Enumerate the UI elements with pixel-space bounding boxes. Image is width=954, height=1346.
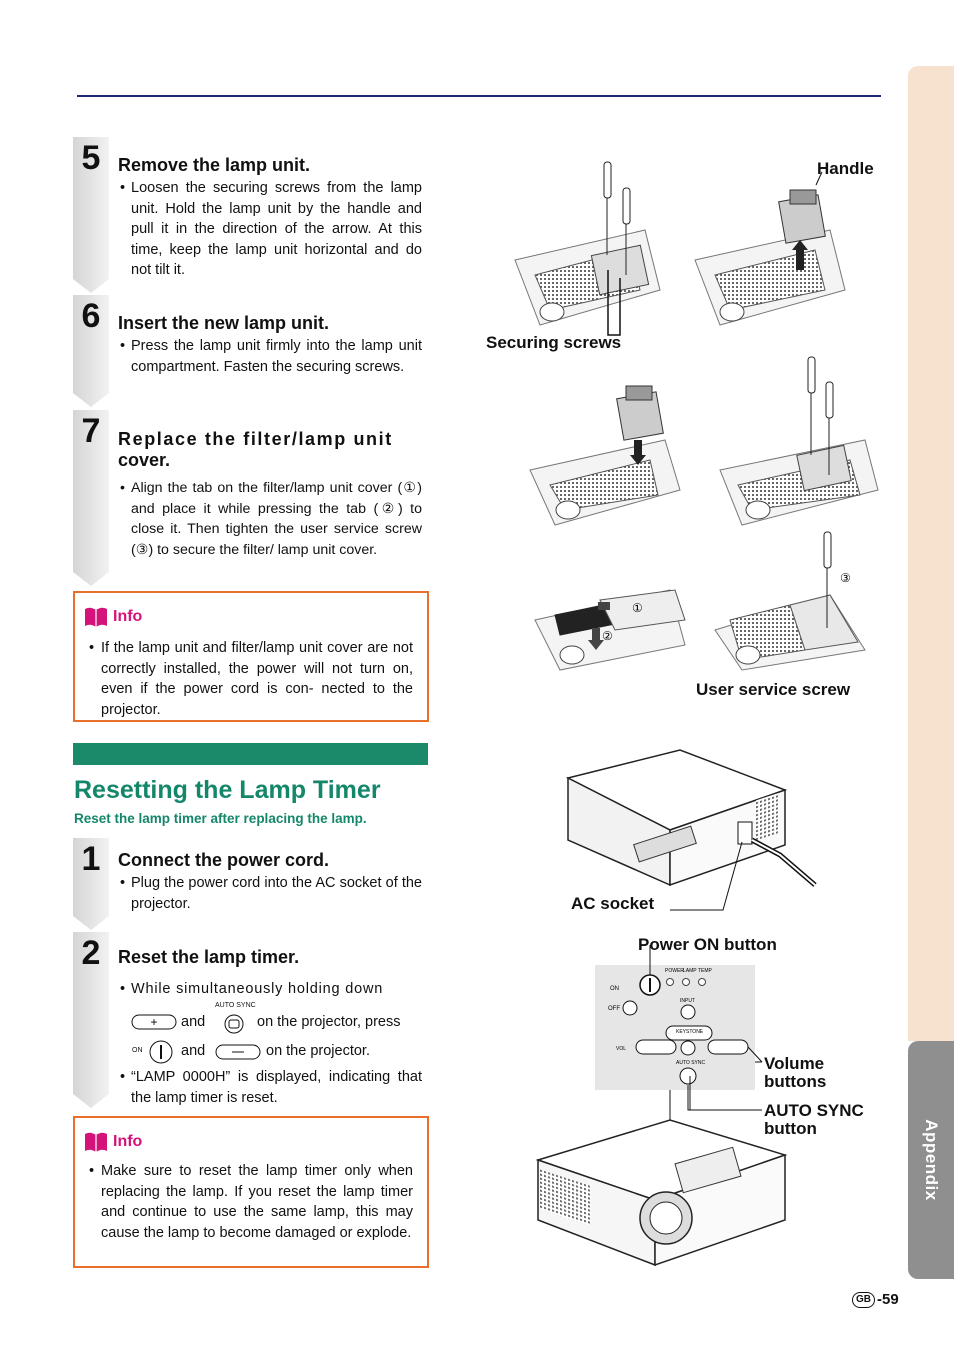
info-label: Info	[113, 1133, 143, 1150]
info-text: • Make sure to reset the lamp timer only when replacing the lamp. If you reset the lamp timer and continue to use the same lamp, this may cause the lamp to become damaged or explode.	[89, 1163, 413, 1241]
ac-socket-label: AC socket	[571, 894, 655, 913]
power-on-button-label: Power ON button	[638, 935, 777, 954]
book-icon	[83, 606, 109, 628]
info-box	[73, 1116, 429, 1268]
page-number: GB -59	[852, 1291, 899, 1308]
step-title: Remove the lamp unit.	[118, 155, 311, 175]
side-tab-label: Appendix	[922, 1119, 941, 1201]
step-text: • Plug the power cord into the AC socket of the projector.	[120, 875, 422, 912]
section-bar	[73, 743, 428, 765]
volume-buttons-label: Volume buttons	[764, 1054, 827, 1091]
step-marker-7	[73, 410, 109, 586]
step-text: • While simultaneously holding down	[120, 981, 384, 997]
step-number: 2	[81, 934, 101, 972]
info-box	[73, 591, 429, 722]
step-number: 7	[81, 412, 101, 450]
svg-text:INPUT: INPUT	[680, 998, 695, 1004]
region-badge: GB	[852, 1292, 875, 1308]
book-icon	[83, 1131, 109, 1153]
pull-lamp-illustration	[695, 172, 845, 325]
attach-cover-illustration	[535, 590, 685, 670]
step-title: Connect the power cord.	[118, 850, 330, 870]
svg-text:TEMP: TEMP	[698, 968, 712, 974]
svg-text:OFF: OFF	[608, 1006, 620, 1012]
instruction-row-2	[131, 1038, 431, 1064]
info-label: Info	[113, 608, 143, 625]
side-tab-top	[908, 66, 954, 1041]
info-text: • If the lamp unit and filter/lamp unit cover are not correctly installed, the power will not turn on, even if the power cord is con- nected to the projector.	[89, 640, 413, 718]
power-on-button-icon	[148, 1040, 174, 1064]
tighten-cover-illustration	[715, 532, 865, 670]
svg-text:AUTO SYNC: AUTO SYNC	[676, 1060, 706, 1066]
svg-text:LAMP: LAMP	[683, 968, 697, 974]
auto-sync-button-icon	[223, 1014, 245, 1034]
svg-text:ON: ON	[610, 986, 619, 992]
step-marker-1	[73, 838, 109, 930]
volume-minus-button-icon	[215, 1044, 261, 1060]
step-title: Reset the lamp timer.	[118, 947, 300, 967]
press-text: on the projector, press	[257, 1014, 401, 1030]
step-text: • Press the lamp unit firmly into the lamp unit compartment. Fasten the securing screws.	[120, 338, 422, 375]
projector-rear-illustration	[568, 750, 815, 910]
step-title: Insert the new lamp unit.	[118, 313, 330, 333]
auto-sync-button-label: AUTO SYNC button	[764, 1101, 864, 1138]
header-rule	[77, 95, 881, 97]
and-text: and	[181, 1043, 206, 1059]
securing-screws-label: Securing screws	[486, 333, 622, 352]
info-header	[83, 1130, 142, 1154]
circled-1: ①	[632, 601, 643, 615]
handle-label: Handle	[817, 159, 874, 178]
auto-sync-small-label: AUTO SYNC	[215, 1002, 256, 1009]
step-marker-2	[73, 932, 109, 1108]
and-text: and	[181, 1014, 206, 1030]
step-number: 6	[81, 297, 101, 335]
step-number: 1	[81, 840, 101, 878]
fasten-screws-illustration	[720, 357, 878, 525]
svg-text:KEYSTONE: KEYSTONE	[676, 1029, 704, 1035]
insert-lamp-illustration	[530, 386, 680, 525]
on-projector-text: on the projector.	[266, 1043, 370, 1059]
step-text: • Loosen the securing screws from the lamp unit. Hold the lamp unit by the handle and pull it in the direction of the arrow. At this time, keep the lamp unit horizontal and do not tilt it.	[120, 180, 422, 278]
circled-3: ③	[840, 571, 851, 585]
step-marker-5	[73, 137, 109, 293]
svg-text:VOL: VOL	[616, 1046, 627, 1052]
user-service-screw-label: User service screw	[696, 680, 851, 699]
remove-screws-illustration	[515, 162, 660, 335]
on-small-label: ON	[132, 1047, 143, 1054]
volume-plus-button-icon	[131, 1014, 177, 1030]
side-tab-appendix[interactable]	[908, 1041, 954, 1279]
svg-text:+: +	[150, 1015, 158, 1029]
section-title: Resetting the Lamp Timer	[74, 776, 381, 804]
step-marker-6	[73, 295, 109, 407]
info-header	[83, 605, 142, 629]
section-subtitle: Reset the lamp timer after replacing the lamp.	[74, 811, 367, 826]
step-number: 5	[81, 139, 101, 177]
step-text: • “LAMP 0000H” is displayed, indicating that the lamp timer is reset.	[120, 1069, 422, 1106]
step-title: Replace the filter/lamp unit cover.	[118, 429, 393, 470]
instruction-row-1	[131, 1004, 431, 1034]
svg-text:POWER: POWER	[665, 968, 684, 974]
step-text: • Align the tab on the filter/lamp unit cover (①) and place it while pressing the tab (②) to close it. Then tighten the user service screw (③) to secure the filter/ lamp unit cover.	[120, 480, 422, 558]
projector-front-illustration	[538, 1120, 785, 1265]
circled-2: ②	[602, 629, 613, 643]
